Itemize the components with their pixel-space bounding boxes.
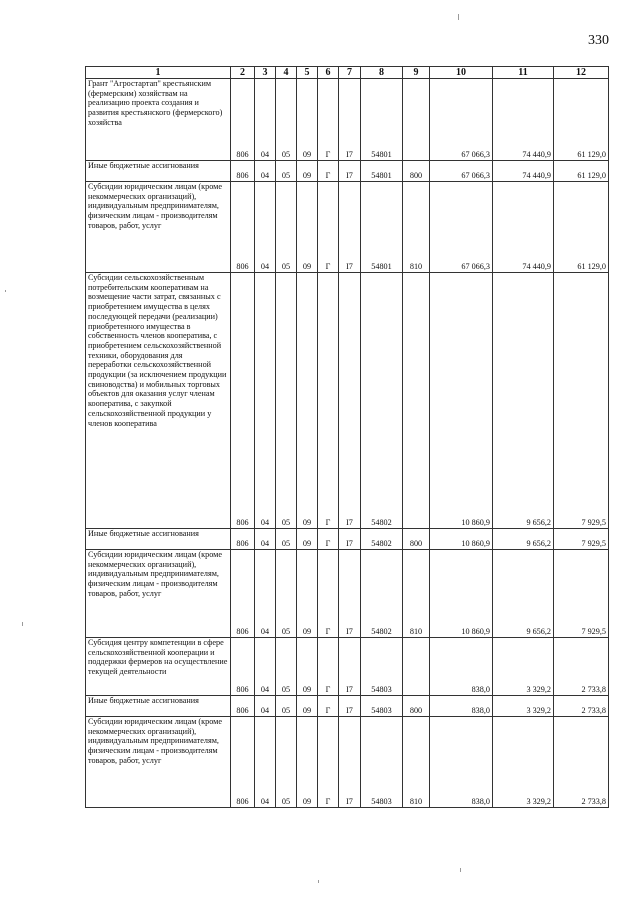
cell-ministry-code: 806 bbox=[231, 161, 255, 182]
cell-section: 04 bbox=[255, 182, 276, 273]
cell-expense-type bbox=[403, 79, 430, 161]
row-description: Иные бюджетные ассигнования bbox=[86, 529, 231, 550]
cell-amount-12: 2 733,8 bbox=[554, 638, 609, 696]
cell-amount-12: 61 129,0 bbox=[554, 182, 609, 273]
cell-subprogram: Г bbox=[318, 696, 339, 717]
cell-ministry-code: 806 bbox=[231, 638, 255, 696]
cell-amount-10: 67 066,3 bbox=[430, 79, 493, 161]
cell-amount-11: 74 440,9 bbox=[493, 182, 554, 273]
cell-direction: 54801 bbox=[361, 182, 403, 273]
cell-amount-12: 61 129,0 bbox=[554, 161, 609, 182]
cell-program: 09 bbox=[297, 717, 318, 808]
column-header: 1 bbox=[86, 67, 231, 79]
cell-expense-type: 800 bbox=[403, 161, 430, 182]
cell-amount-10: 67 066,3 bbox=[430, 182, 493, 273]
cell-subprogram: Г bbox=[318, 638, 339, 696]
cell-amount-10: 10 860,9 bbox=[430, 273, 493, 529]
cell-subprogram: Г bbox=[318, 550, 339, 638]
cell-subprogram: Г bbox=[318, 529, 339, 550]
cell-subprogram: Г bbox=[318, 161, 339, 182]
cell-subsection: 05 bbox=[276, 696, 297, 717]
cell-amount-10: 838,0 bbox=[430, 717, 493, 808]
cell-subsection: 05 bbox=[276, 717, 297, 808]
column-header: 6 bbox=[318, 67, 339, 79]
cell-section: 04 bbox=[255, 696, 276, 717]
cell-amount-11: 74 440,9 bbox=[493, 79, 554, 161]
cell-amount-12: 7 929,5 bbox=[554, 550, 609, 638]
row-description: Грант "Агростартап" крестьянским (фермерским) хозяйствам на реализацию проекта создания и развития крестьянского (фермерского) хозяйства bbox=[86, 79, 231, 161]
cell-expense-type: 810 bbox=[403, 182, 430, 273]
cell-amount-10: 838,0 bbox=[430, 696, 493, 717]
cell-program: 09 bbox=[297, 79, 318, 161]
table-row bbox=[86, 273, 609, 529]
cell-ministry-code: 806 bbox=[231, 79, 255, 161]
row-description: Субсидии юридическим лицам (кроме некоммерческих организаций), индивидуальным предпринимателям, физическим лицам - производителям товаров, работ, услуг bbox=[86, 717, 231, 808]
cell-project: I7 bbox=[339, 638, 361, 696]
row-description: Иные бюджетные ассигнования bbox=[86, 161, 231, 182]
scan-speck bbox=[458, 14, 459, 20]
cell-amount-11: 74 440,9 bbox=[493, 161, 554, 182]
cell-program: 09 bbox=[297, 161, 318, 182]
cell-expense-type: 810 bbox=[403, 550, 430, 638]
cell-subsection: 05 bbox=[276, 161, 297, 182]
table-row bbox=[86, 638, 609, 696]
cell-program: 09 bbox=[297, 638, 318, 696]
row-description: Субсидии юридическим лицам (кроме некоммерческих организаций), индивидуальным предпринимателям, физическим лицам - производителям товаров, работ, услуг bbox=[86, 182, 231, 273]
cell-program: 09 bbox=[297, 529, 318, 550]
cell-subsection: 05 bbox=[276, 529, 297, 550]
column-header: 4 bbox=[276, 67, 297, 79]
scan-speck bbox=[318, 880, 319, 883]
cell-program: 09 bbox=[297, 182, 318, 273]
cell-subprogram: Г bbox=[318, 79, 339, 161]
cell-amount-10: 838,0 bbox=[430, 638, 493, 696]
cell-ministry-code: 806 bbox=[231, 273, 255, 529]
cell-amount-10: 67 066,3 bbox=[430, 161, 493, 182]
cell-direction: 54803 bbox=[361, 696, 403, 717]
table-row bbox=[86, 529, 609, 550]
table-row bbox=[86, 161, 609, 182]
table-row bbox=[86, 696, 609, 717]
cell-project: I7 bbox=[339, 717, 361, 808]
cell-amount-12: 61 129,0 bbox=[554, 79, 609, 161]
column-header: 5 bbox=[297, 67, 318, 79]
cell-amount-10: 10 860,9 bbox=[430, 550, 493, 638]
cell-amount-11: 9 656,2 bbox=[493, 273, 554, 529]
cell-subsection: 05 bbox=[276, 79, 297, 161]
cell-subsection: 05 bbox=[276, 273, 297, 529]
cell-project: I7 bbox=[339, 550, 361, 638]
cell-amount-11: 9 656,2 bbox=[493, 529, 554, 550]
column-header: 2 bbox=[231, 67, 255, 79]
row-description: Субсидии юридическим лицам (кроме некоммерческих организаций), индивидуальным предпринимателям, физическим лицам - производителям товаров, работ, услуг bbox=[86, 550, 231, 638]
cell-amount-11: 3 329,2 bbox=[493, 717, 554, 808]
column-header: 9 bbox=[403, 67, 430, 79]
table-row bbox=[86, 717, 609, 808]
column-header: 10 bbox=[430, 67, 493, 79]
cell-program: 09 bbox=[297, 273, 318, 529]
cell-section: 04 bbox=[255, 550, 276, 638]
cell-expense-type: 800 bbox=[403, 529, 430, 550]
scan-speck bbox=[5, 290, 6, 292]
cell-project: I7 bbox=[339, 79, 361, 161]
cell-project: I7 bbox=[339, 161, 361, 182]
cell-direction: 54801 bbox=[361, 79, 403, 161]
cell-amount-11: 9 656,2 bbox=[493, 550, 554, 638]
cell-subprogram: Г bbox=[318, 717, 339, 808]
cell-direction: 54802 bbox=[361, 273, 403, 529]
cell-section: 04 bbox=[255, 529, 276, 550]
cell-ministry-code: 806 bbox=[231, 550, 255, 638]
cell-expense-type: 800 bbox=[403, 696, 430, 717]
cell-amount-12: 2 733,8 bbox=[554, 696, 609, 717]
cell-project: I7 bbox=[339, 696, 361, 717]
cell-section: 04 bbox=[255, 273, 276, 529]
cell-direction: 54802 bbox=[361, 550, 403, 638]
cell-amount-12: 7 929,5 bbox=[554, 273, 609, 529]
column-header: 7 bbox=[339, 67, 361, 79]
table-row bbox=[86, 550, 609, 638]
column-header: 11 bbox=[493, 67, 554, 79]
cell-subprogram: Г bbox=[318, 182, 339, 273]
cell-amount-12: 7 929,5 bbox=[554, 529, 609, 550]
cell-project: I7 bbox=[339, 182, 361, 273]
cell-program: 09 bbox=[297, 550, 318, 638]
scan-speck bbox=[22, 622, 23, 626]
cell-section: 04 bbox=[255, 717, 276, 808]
cell-subsection: 05 bbox=[276, 550, 297, 638]
cell-ministry-code: 806 bbox=[231, 696, 255, 717]
scan-speck bbox=[460, 868, 461, 872]
cell-ministry-code: 806 bbox=[231, 182, 255, 273]
cell-ministry-code: 806 bbox=[231, 717, 255, 808]
cell-project: I7 bbox=[339, 529, 361, 550]
cell-section: 04 bbox=[255, 161, 276, 182]
cell-section: 04 bbox=[255, 79, 276, 161]
cell-amount-11: 3 329,2 bbox=[493, 638, 554, 696]
cell-expense-type bbox=[403, 638, 430, 696]
cell-direction: 54802 bbox=[361, 529, 403, 550]
table-row bbox=[86, 182, 609, 273]
cell-direction: 54801 bbox=[361, 161, 403, 182]
cell-direction: 54803 bbox=[361, 717, 403, 808]
cell-expense-type bbox=[403, 273, 430, 529]
cell-subsection: 05 bbox=[276, 182, 297, 273]
column-header: 3 bbox=[255, 67, 276, 79]
cell-program: 09 bbox=[297, 696, 318, 717]
cell-section: 04 bbox=[255, 638, 276, 696]
row-description: Иные бюджетные ассигнования bbox=[86, 696, 231, 717]
page-number: 330 bbox=[588, 33, 609, 48]
table-row bbox=[86, 79, 609, 161]
column-header: 12 bbox=[554, 67, 609, 79]
cell-project: I7 bbox=[339, 273, 361, 529]
column-header: 8 bbox=[361, 67, 403, 79]
cell-subprogram: Г bbox=[318, 273, 339, 529]
budget-table bbox=[85, 66, 609, 808]
cell-ministry-code: 806 bbox=[231, 529, 255, 550]
cell-direction: 54803 bbox=[361, 638, 403, 696]
cell-amount-11: 3 329,2 bbox=[493, 696, 554, 717]
row-description: Субсидия центру компетенции в сфере сельскохозяйственной кооперации и поддержки фермеров на осуществление текущей деятельности bbox=[86, 638, 231, 696]
cell-subsection: 05 bbox=[276, 638, 297, 696]
cell-expense-type: 810 bbox=[403, 717, 430, 808]
row-description: Субсидии сельскохозяйственным потребительским кооперативам на возмещение части затрат, связанных с приобретением имущества в целях последующей передачи (реализации) приобретенного имущества в собственность членов кооператива, с приобретением сельскохозяйственной техники, оборудования для переработки сельскохозяйственной продукции (за исключением продукции свиноводства) и мобильных торговых объектов для оказания услуг членам кооператива, с закупкой сельскохозяйственной продукции у членов кооператива bbox=[86, 273, 231, 529]
cell-amount-12: 2 733,8 bbox=[554, 717, 609, 808]
header-row bbox=[86, 67, 609, 79]
cell-amount-10: 10 860,9 bbox=[430, 529, 493, 550]
